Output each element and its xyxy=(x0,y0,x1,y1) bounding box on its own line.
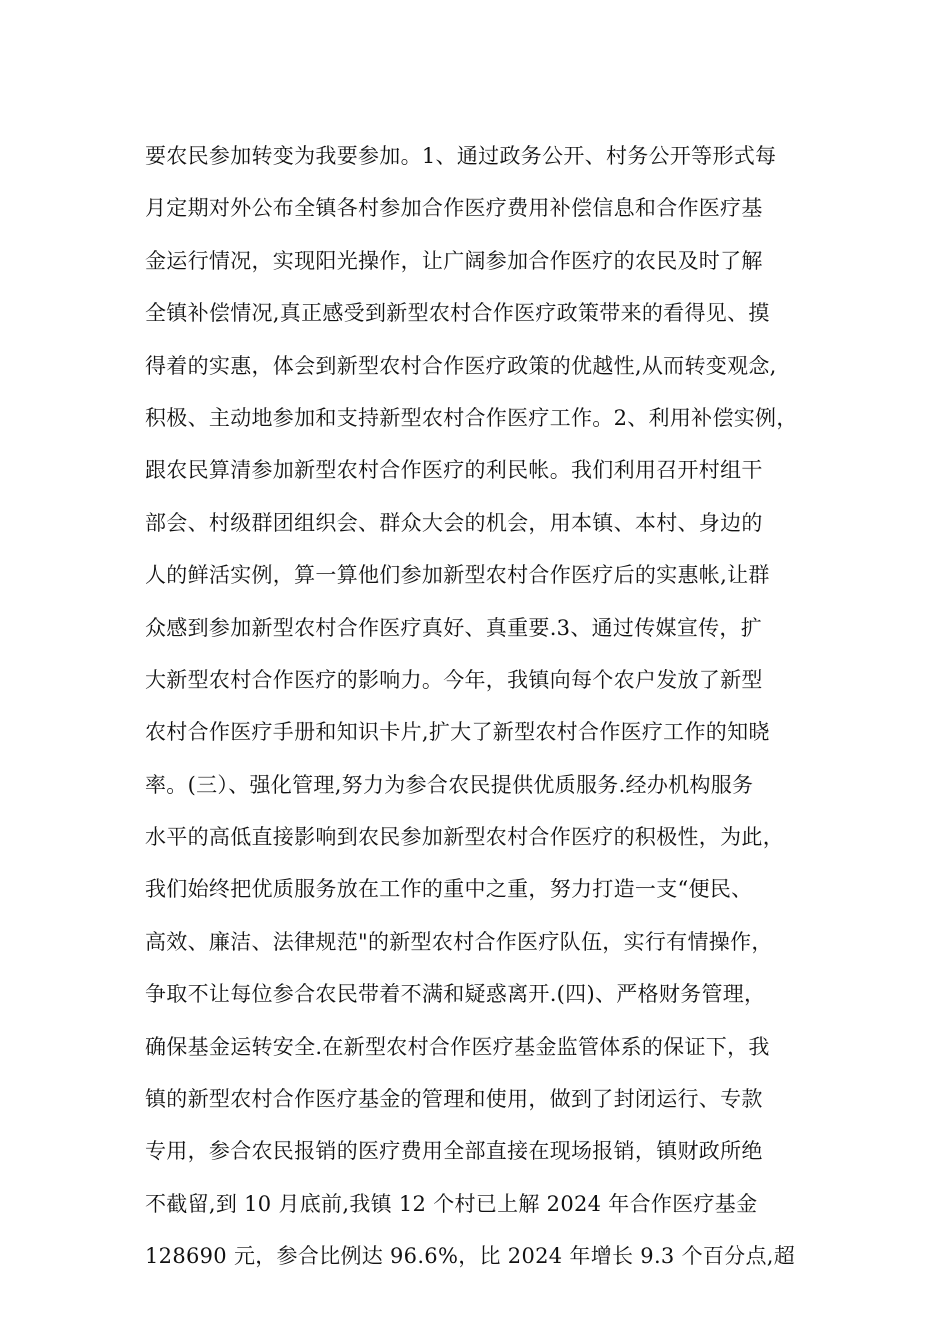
text-line: 不截留,到 10 月底前,我镇 12 个村已上解 2024 年合作医疗基金 xyxy=(145,1191,758,1216)
text-line: 镇的新型农村合作医疗基金的管理和使用，做到了封闭运行、专款 xyxy=(145,1087,763,1112)
text-line: 农村合作医疗手册和知识卡片,扩大了新型农村合作医疗工作的知晓 xyxy=(145,720,770,745)
text-line: 部会、村级群团组织会、群众大会的机会，用本镇、本村、身边的 xyxy=(145,510,763,535)
text-line: 我们始终把优质服务放在工作的重中之重，努力打造一支“便民、 xyxy=(145,877,753,902)
text-line: 128690 元，参合比例达 96.6%，比 2024 年增长 9.3 个百分点,超 xyxy=(145,1244,796,1269)
text-line: 人的鲜活实例，算一算他们参加新型农村合作医疗后的实惠帐,让群 xyxy=(145,563,770,588)
text-line: 要农民参加转变为我要参加。1、通过政务公开、村务公开等形式每 xyxy=(145,144,777,168)
text-line: 金运行情况，实现阳光操作，让广阔参加合作医疗的农民及时了解 xyxy=(145,248,763,273)
text-line: 得着的实惠，体会到新型农村合作医疗政策的优越性,从而转变观念, xyxy=(145,353,777,378)
text-line: 专用，参合农民报销的医疗费用全部直接在现场报销，镇财政所绝 xyxy=(145,1139,763,1164)
text-line: 率。(三）、强化管理,努力为参合农民提供优质服务.经办机构服务 xyxy=(145,772,754,797)
text-line: 大新型农村合作医疗的影响力。今年，我镇向每个农户发放了新型 xyxy=(145,667,763,692)
text-line: 全镇补偿情况,真正感受到新型农村合作医疗政策带来的看得见、摸 xyxy=(145,301,770,326)
text-line: 确保基金运转安全.在新型农村合作医疗基金监管体系的保证下，我 xyxy=(145,1034,770,1059)
text-line: 水平的高低直接影响到农民参加新型农村合作医疗的积极性，为此， xyxy=(145,825,784,850)
text-line: 积极、主动地参加和支持新型农村合作医疗工作。2、利用补偿实例， xyxy=(145,405,798,430)
text-line: 争取不让每位参合农民带着不满和疑惑离开.(四)、严格财务管理， xyxy=(145,982,766,1007)
text-line: 月定期对外公布全镇各村参加合作医疗费用补偿信息和合作医疗基 xyxy=(145,196,763,221)
text-line: 跟农民算清参加新型农村合作医疗的利民帐。我们利用召开村组干 xyxy=(145,458,763,483)
body-text xyxy=(145,130,835,1283)
text-line: 高效、廉洁、法律规范"的新型农村合作医疗队伍，实行有情操作， xyxy=(145,929,773,954)
text-line: 众感到参加新型农村合作医疗真好、真重要.3、通过传媒宣传，扩 xyxy=(145,615,763,640)
